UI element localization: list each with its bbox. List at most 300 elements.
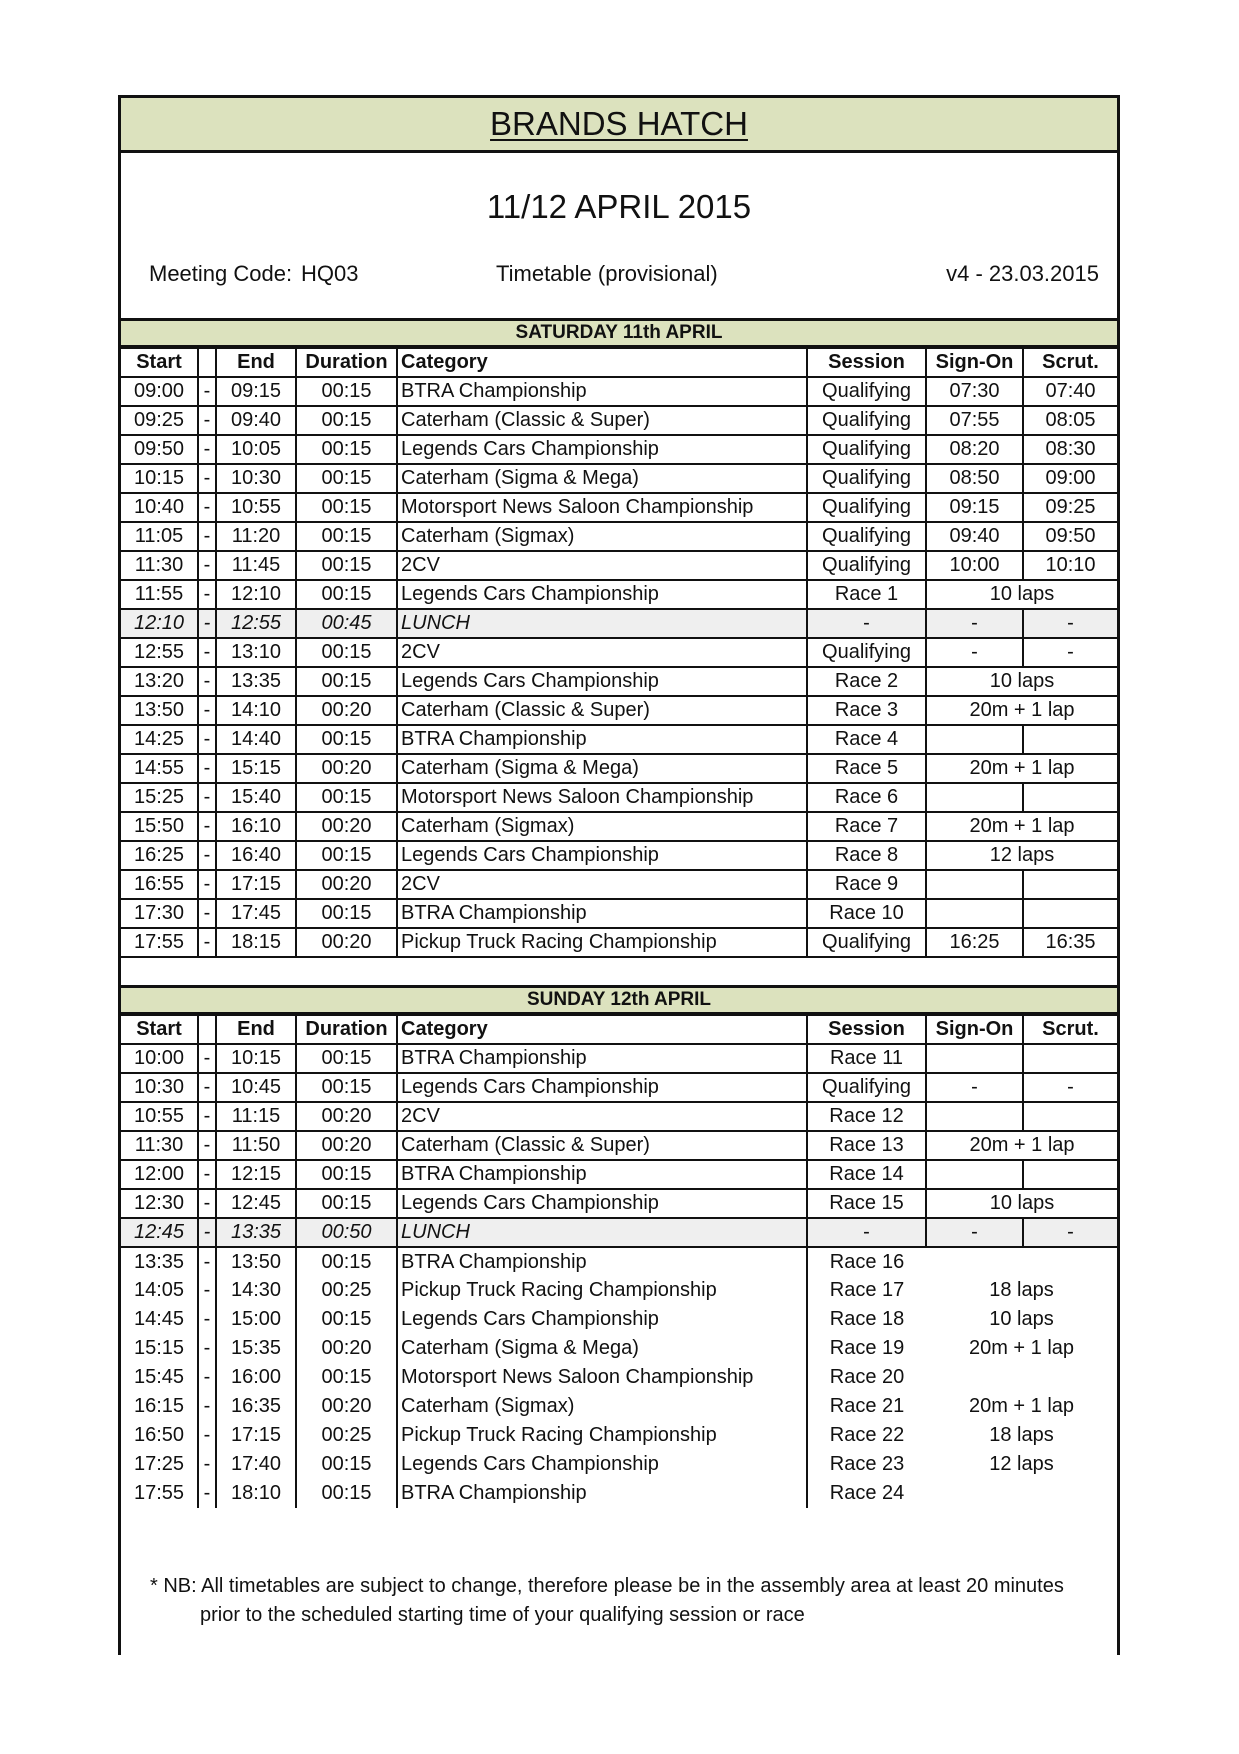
category: BTRA Championship <box>397 1247 807 1276</box>
end-time: 13:10 <box>216 638 296 667</box>
duration: 00:15 <box>296 377 397 406</box>
category: Caterham (Classic & Super) <box>397 1131 807 1160</box>
end-time: 14:40 <box>216 725 296 754</box>
end-time: 10:45 <box>216 1073 296 1102</box>
sign-on-time <box>926 899 1023 928</box>
category: Legends Cars Championship <box>397 841 807 870</box>
table-row <box>121 1363 1117 1392</box>
duration: 00:15 <box>296 1363 397 1392</box>
session: Qualifying <box>807 1073 926 1102</box>
sign-on-scrut-merged: 20m + 1 lap <box>926 754 1117 783</box>
scrut-time: - <box>1023 609 1117 638</box>
end-time: 11:15 <box>216 1102 296 1131</box>
end-time: 15:00 <box>216 1305 296 1334</box>
table-row <box>121 928 1117 957</box>
session: - <box>807 1218 926 1247</box>
col-start-header: Start <box>121 348 198 377</box>
table-row <box>121 1479 1117 1508</box>
session: Race 2 <box>807 667 926 696</box>
duration: 00:15 <box>296 1247 397 1276</box>
category: Legends Cars Championship <box>397 435 807 464</box>
dash-separator: - <box>198 1276 216 1305</box>
category: Caterham (Classic & Super) <box>397 406 807 435</box>
start-time: 17:55 <box>121 1479 198 1508</box>
end-time: 10:05 <box>216 435 296 464</box>
session: Race 5 <box>807 754 926 783</box>
scrut-time: 10:10 <box>1023 551 1117 580</box>
sign-on-scrut-merged: 18 laps <box>989 1279 1054 1301</box>
duration: 00:20 <box>296 1102 397 1131</box>
sign-on-time <box>926 725 1023 754</box>
table-row <box>121 551 1117 580</box>
meeting-code: HQ03 <box>301 261 359 286</box>
session: Race 24 <box>807 1479 926 1508</box>
category: BTRA Championship <box>397 1044 807 1073</box>
sign-on-scrut-merged <box>926 1479 1117 1508</box>
sign-on-time: 10:00 <box>926 551 1023 580</box>
end-time: 14:30 <box>216 1276 296 1305</box>
session: Race 1 <box>807 580 926 609</box>
sign-on-scrut-merged: 20m + 1 lap <box>926 812 1117 841</box>
dash-separator: - <box>198 551 216 580</box>
scrut-time: 16:35 <box>1023 928 1117 957</box>
dash-separator: - <box>198 1102 216 1131</box>
table-row <box>121 841 1117 870</box>
dash-separator: - <box>198 754 216 783</box>
table-row <box>121 1450 1117 1479</box>
end-time: 15:35 <box>216 1334 296 1363</box>
end-time: 12:55 <box>216 609 296 638</box>
category: Legends Cars Championship <box>397 580 807 609</box>
category: Pickup Truck Racing Championship <box>397 1276 807 1305</box>
category: BTRA Championship <box>397 377 807 406</box>
category: BTRA Championship <box>397 1479 807 1508</box>
col-sign-on-header: Sign-On <box>926 1015 1023 1044</box>
start-time: 09:25 <box>121 406 198 435</box>
session: Race 18 <box>807 1305 926 1334</box>
start-time: 14:55 <box>121 754 198 783</box>
start-time: 16:15 <box>121 1392 198 1421</box>
end-time: 17:15 <box>216 1421 296 1450</box>
session: Qualifying <box>807 377 926 406</box>
table-row <box>121 696 1117 725</box>
sign-on-time: 09:15 <box>926 493 1023 522</box>
col-start-header: Start <box>121 1015 198 1044</box>
start-time: 15:25 <box>121 783 198 812</box>
table-row <box>121 783 1117 812</box>
session: Race 13 <box>807 1131 926 1160</box>
duration: 00:20 <box>296 696 397 725</box>
session: Qualifying <box>807 493 926 522</box>
session: Qualifying <box>807 406 926 435</box>
category: Caterham (Sigmax) <box>397 812 807 841</box>
table-row <box>121 870 1117 899</box>
session: Race 6 <box>807 783 926 812</box>
col-scrut-header: Scrut. <box>1023 348 1117 377</box>
session: Race 19 <box>807 1334 926 1363</box>
start-time: 11:30 <box>121 551 198 580</box>
sign-on-scrut-merged: 12 laps <box>989 1453 1054 1475</box>
dash-separator: - <box>198 1131 216 1160</box>
table-row <box>121 899 1117 928</box>
sunday-bar: SUNDAY 12th APRIL <box>121 985 1117 1014</box>
dash-separator: - <box>198 1392 216 1421</box>
table-row <box>121 1073 1117 1102</box>
duration: 00:15 <box>296 1305 397 1334</box>
end-time: 10:30 <box>216 464 296 493</box>
category: Legends Cars Championship <box>397 1073 807 1102</box>
header-row <box>121 348 1117 377</box>
table-row <box>121 580 1117 609</box>
dash-separator: - <box>198 667 216 696</box>
table-row <box>121 812 1117 841</box>
col-dash-header <box>198 1015 216 1044</box>
duration: 00:25 <box>296 1276 397 1305</box>
dash-separator: - <box>198 1247 216 1276</box>
category: Legends Cars Championship <box>397 1305 807 1334</box>
category: Legends Cars Championship <box>397 667 807 696</box>
session: Race 12 <box>807 1102 926 1131</box>
category: BTRA Championship <box>397 1160 807 1189</box>
col-sign-on-header: Sign-On <box>926 348 1023 377</box>
table-row <box>121 638 1117 667</box>
dash-separator: - <box>198 638 216 667</box>
table-row <box>121 1189 1117 1218</box>
sign-on-scrut-merged: 20m + 1 lap <box>968 1395 1075 1417</box>
scrut-time: 09:25 <box>1023 493 1117 522</box>
end-time: 18:15 <box>216 928 296 957</box>
table-row <box>121 435 1117 464</box>
category: Pickup Truck Racing Championship <box>397 1421 807 1450</box>
dash-separator: - <box>198 493 216 522</box>
start-time: 11:30 <box>121 1131 198 1160</box>
session: Race 7 <box>807 812 926 841</box>
start-time: 14:05 <box>121 1276 198 1305</box>
sign-on-time: 08:50 <box>926 464 1023 493</box>
end-time: 13:35 <box>216 667 296 696</box>
session: Race 11 <box>807 1044 926 1073</box>
footnote-line-1: * NB: All timetables are subject to change, therefore please be in the assembly area at least 20 minutes <box>150 1575 1064 1597</box>
start-time: 09:00 <box>121 377 198 406</box>
dash-separator: - <box>198 580 216 609</box>
scrut-time: 09:00 <box>1023 464 1117 493</box>
table-row <box>121 1102 1117 1131</box>
end-time: 17:40 <box>216 1450 296 1479</box>
scrut-time: 09:50 <box>1023 522 1117 551</box>
start-time: 11:05 <box>121 522 198 551</box>
table-row <box>121 725 1117 754</box>
duration: 00:15 <box>296 493 397 522</box>
sign-on-time <box>926 1044 1023 1073</box>
sign-on-scrut-merged: 12 laps <box>926 841 1117 870</box>
duration: 00:20 <box>296 812 397 841</box>
dash-separator: - <box>198 696 216 725</box>
start-time: 16:25 <box>121 841 198 870</box>
start-time: 13:20 <box>121 667 198 696</box>
end-time: 10:55 <box>216 493 296 522</box>
end-time: 14:10 <box>216 696 296 725</box>
sign-on-scrut-merged: 10 laps <box>926 1189 1117 1218</box>
duration: 00:20 <box>296 1334 397 1363</box>
session: Race 16 <box>807 1247 926 1276</box>
sign-on-time: - <box>926 1218 1023 1247</box>
sign-on-time: - <box>926 1073 1023 1102</box>
end-time: 16:40 <box>216 841 296 870</box>
end-time: 09:15 <box>216 377 296 406</box>
duration: 00:15 <box>296 1189 397 1218</box>
duration: 00:20 <box>296 1392 397 1421</box>
end-time: 16:35 <box>216 1392 296 1421</box>
session: Race 4 <box>807 725 926 754</box>
end-time: 11:45 <box>216 551 296 580</box>
start-time: 15:45 <box>121 1363 198 1392</box>
col-end-header: End <box>216 348 296 377</box>
end-time: 18:10 <box>216 1479 296 1508</box>
start-time: 17:30 <box>121 899 198 928</box>
dash-separator: - <box>198 1073 216 1102</box>
col-session-header: Session <box>807 348 926 377</box>
dash-separator: - <box>198 1044 216 1073</box>
duration: 00:15 <box>296 435 397 464</box>
duration: 00:45 <box>296 609 397 638</box>
session: - <box>807 609 926 638</box>
col-duration-header: Duration <box>296 348 397 377</box>
session: Qualifying <box>807 638 926 667</box>
scrut-time <box>1023 870 1117 899</box>
scrut-time <box>1023 1160 1117 1189</box>
session: Qualifying <box>807 928 926 957</box>
dash-separator: - <box>198 609 216 638</box>
duration: 00:15 <box>296 841 397 870</box>
scrut-time: 08:30 <box>1023 435 1117 464</box>
start-time: 11:55 <box>121 580 198 609</box>
scrut-time: - <box>1023 638 1117 667</box>
table-row <box>121 1044 1117 1073</box>
lunch-row <box>121 609 1117 638</box>
sign-on-scrut-merged: 20m + 1 lap <box>968 1337 1075 1359</box>
category: BTRA Championship <box>397 899 807 928</box>
category: Motorsport News Saloon Championship <box>397 493 807 522</box>
dash-separator: - <box>198 841 216 870</box>
category: Pickup Truck Racing Championship <box>397 928 807 957</box>
duration: 00:15 <box>296 667 397 696</box>
dash-separator: - <box>198 406 216 435</box>
scrut-time: - <box>1023 1073 1117 1102</box>
table-row <box>121 1305 1117 1334</box>
start-time: 10:15 <box>121 464 198 493</box>
sign-on-time: 08:20 <box>926 435 1023 464</box>
session: Qualifying <box>807 464 926 493</box>
end-time: 11:20 <box>216 522 296 551</box>
duration: 00:15 <box>296 783 397 812</box>
scrut-time: - <box>1023 1218 1117 1247</box>
sign-on-time: 07:55 <box>926 406 1023 435</box>
start-time: 16:55 <box>121 870 198 899</box>
duration: 00:15 <box>296 1073 397 1102</box>
dash-separator: - <box>198 812 216 841</box>
scrut-time <box>1023 725 1117 754</box>
dash-separator: - <box>198 1189 216 1218</box>
start-time: 13:50 <box>121 696 198 725</box>
session: Race 8 <box>807 841 926 870</box>
session: Race 3 <box>807 696 926 725</box>
meeting-code-label: Meeting Code: <box>149 261 293 286</box>
start-time: 09:50 <box>121 435 198 464</box>
sign-on-time <box>926 1102 1023 1131</box>
start-time: 10:55 <box>121 1102 198 1131</box>
duration: 00:15 <box>296 551 397 580</box>
category: LUNCH <box>397 1218 807 1247</box>
sign-on-time: 07:30 <box>926 377 1023 406</box>
start-time: 17:55 <box>121 928 198 957</box>
table-row <box>121 1421 1117 1450</box>
col-duration-header: Duration <box>296 1015 397 1044</box>
version: v4 - 23.03.2015 <box>946 261 1099 286</box>
end-time: 10:15 <box>216 1044 296 1073</box>
meeting-info <box>121 153 1117 318</box>
dash-separator: - <box>198 1450 216 1479</box>
end-time: 15:15 <box>216 754 296 783</box>
sign-on-time <box>926 783 1023 812</box>
end-time: 09:40 <box>216 406 296 435</box>
sunday-table <box>121 1014 1117 1508</box>
col-category-header: Category <box>397 1015 807 1044</box>
sign-on-scrut-merged: 20m + 1 lap <box>926 1131 1117 1160</box>
scrut-time <box>1023 783 1117 812</box>
saturday-table <box>121 347 1117 958</box>
duration: 00:20 <box>296 928 397 957</box>
col-dash-header <box>198 348 216 377</box>
col-category-header: Category <box>397 348 807 377</box>
category: BTRA Championship <box>397 725 807 754</box>
start-time: 12:55 <box>121 638 198 667</box>
sign-on-scrut-merged <box>926 1247 1117 1276</box>
dash-separator: - <box>198 464 216 493</box>
table-row <box>121 406 1117 435</box>
end-time: 13:50 <box>216 1247 296 1276</box>
session: Race 21 <box>807 1392 926 1421</box>
session: Qualifying <box>807 435 926 464</box>
table-row <box>121 754 1117 783</box>
table-row <box>121 1247 1117 1276</box>
session: Race 22 <box>807 1421 926 1450</box>
category: 2CV <box>397 551 807 580</box>
venue-title: BRANDS HATCH <box>490 105 748 142</box>
start-time: 12:45 <box>121 1218 198 1247</box>
category: Legends Cars Championship <box>397 1450 807 1479</box>
category: 2CV <box>397 638 807 667</box>
table-row <box>121 377 1117 406</box>
duration: 00:15 <box>296 580 397 609</box>
sign-on-time: 09:40 <box>926 522 1023 551</box>
dash-separator: - <box>198 1363 216 1392</box>
sign-on-time: - <box>926 638 1023 667</box>
start-time: 14:45 <box>121 1305 198 1334</box>
category: Caterham (Sigmax) <box>397 522 807 551</box>
category: LUNCH <box>397 609 807 638</box>
dash-separator: - <box>198 377 216 406</box>
start-time: 15:15 <box>121 1334 198 1363</box>
table-row <box>121 1276 1117 1305</box>
end-time: 13:35 <box>216 1218 296 1247</box>
sign-on-scrut-merged: 18 laps <box>989 1424 1054 1446</box>
end-time: 16:00 <box>216 1363 296 1392</box>
scrut-time <box>1023 1044 1117 1073</box>
lunch-row <box>121 1218 1117 1247</box>
category: Caterham (Sigma & Mega) <box>397 464 807 493</box>
category: Caterham (Sigmax) <box>397 1392 807 1421</box>
start-time: 15:50 <box>121 812 198 841</box>
session: Race 17 <box>807 1276 926 1305</box>
duration: 00:15 <box>296 464 397 493</box>
category: Caterham (Classic & Super) <box>397 696 807 725</box>
dash-separator: - <box>198 1160 216 1189</box>
start-time: 17:25 <box>121 1450 198 1479</box>
session: Race 20 <box>807 1363 926 1392</box>
title-bar <box>121 98 1117 153</box>
dash-separator: - <box>198 1334 216 1363</box>
sign-on-time: 16:25 <box>926 928 1023 957</box>
category: 2CV <box>397 1102 807 1131</box>
sign-on-scrut-merged <box>926 1363 1117 1392</box>
duration: 00:15 <box>296 1479 397 1508</box>
duration: 00:15 <box>296 406 397 435</box>
duration: 00:15 <box>296 638 397 667</box>
start-time: 10:30 <box>121 1073 198 1102</box>
table-row <box>121 667 1117 696</box>
doc-type: Timetable (provisional) <box>496 261 718 286</box>
duration: 00:15 <box>296 725 397 754</box>
header-row <box>121 1015 1117 1044</box>
end-time: 16:10 <box>216 812 296 841</box>
session: Qualifying <box>807 551 926 580</box>
end-time: 12:10 <box>216 580 296 609</box>
dash-separator: - <box>198 725 216 754</box>
table-row <box>121 464 1117 493</box>
footnote-line-2: prior to the scheduled starting time of your qualifying session or race <box>200 1604 805 1626</box>
category: Motorsport News Saloon Championship <box>397 783 807 812</box>
scrut-time <box>1023 899 1117 928</box>
start-time: 12:30 <box>121 1189 198 1218</box>
saturday-bar: SATURDAY 11th APRIL <box>121 318 1117 347</box>
end-time: 11:50 <box>216 1131 296 1160</box>
duration: 00:20 <box>296 754 397 783</box>
sign-on-scrut-merged: 10 laps <box>989 1308 1054 1330</box>
duration: 00:15 <box>296 1044 397 1073</box>
duration: 00:15 <box>296 522 397 551</box>
table-row <box>121 522 1117 551</box>
meeting-dates: 11/12 APRIL 2015 <box>486 188 752 225</box>
start-time: 13:35 <box>121 1247 198 1276</box>
table-row <box>121 1131 1117 1160</box>
duration: 00:20 <box>296 870 397 899</box>
duration: 00:50 <box>296 1218 397 1247</box>
dash-separator: - <box>198 928 216 957</box>
end-time: 17:45 <box>216 899 296 928</box>
end-time: 15:40 <box>216 783 296 812</box>
start-time: 10:00 <box>121 1044 198 1073</box>
sign-on-time <box>926 1160 1023 1189</box>
category: Caterham (Sigma & Mega) <box>397 754 807 783</box>
dash-separator: - <box>198 435 216 464</box>
dash-separator: - <box>198 1218 216 1247</box>
end-time: 12:45 <box>216 1189 296 1218</box>
dash-separator: - <box>198 1479 216 1508</box>
dash-separator: - <box>198 870 216 899</box>
scrut-time <box>1023 1102 1117 1131</box>
scrut-time: 07:40 <box>1023 377 1117 406</box>
session: Race 14 <box>807 1160 926 1189</box>
